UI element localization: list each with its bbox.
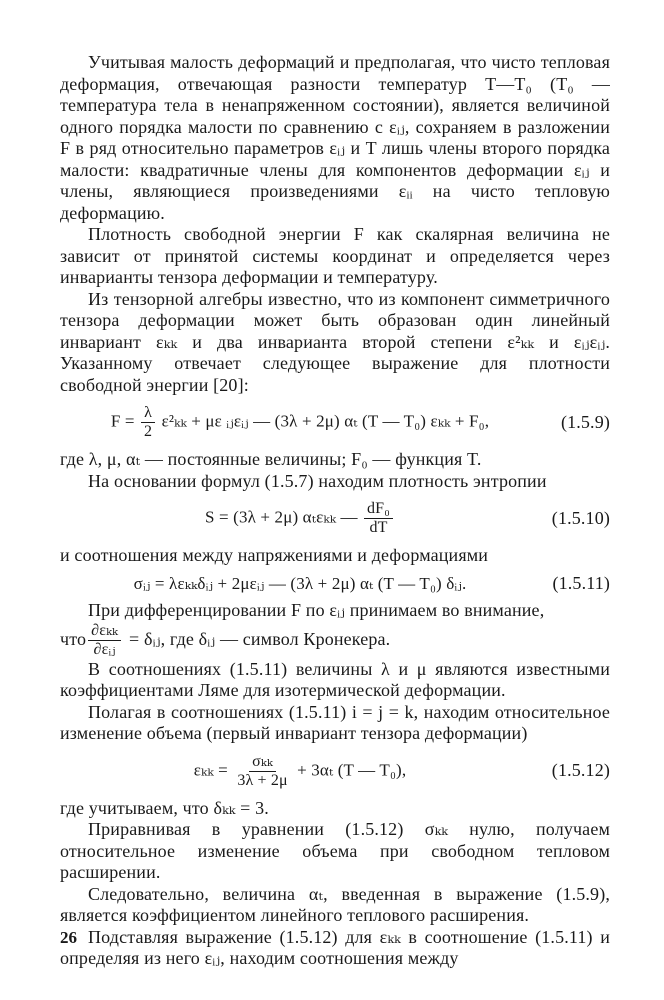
paragraph-2: Плотность свободной энергии F как скалярная величина не зависит от принятой системы координат и определяется через инварианты тензора деформации и температуру. bbox=[60, 224, 610, 287]
eq1510-fraction-numerator: dF₀ bbox=[364, 500, 393, 519]
equation-number-1-5-12: (1.5.12) bbox=[551, 760, 610, 781]
paragraph-5: На основании формул (1.5.7) находим плотность энтропии bbox=[88, 470, 547, 491]
paragraph-13: Подставляя выражение (1.5.12) для εₖₖ в соотношение (1.5.11) и определяя из него εᵢⱼ, находим соотношения между bbox=[60, 926, 610, 968]
paragraph-8: В соотношениях (1.5.11) величины λ и μ являются известными коэффициентами Ляме для изотермической деформации. bbox=[60, 658, 610, 700]
equation-1-5-12-formula bbox=[60, 753, 540, 790]
paragraph-12: Следовательно, величина αₜ, введенная в выражение (1.5.9), является коэффициентом линейного теплового расширения. bbox=[60, 883, 610, 925]
eq1512-lhs: εₖₖ = bbox=[193, 759, 228, 779]
paragraph-10: где учитываем, что δₖₖ = 3. bbox=[60, 797, 269, 818]
paragraph-11: Приравнивая в уравнении (1.5.12) σₖₖ нулю, получаем относительное изменение объема при свободном тепловом расширении. bbox=[60, 819, 610, 882]
equation-1-5-10 bbox=[60, 500, 610, 537]
equation-1-5-10-formula bbox=[60, 500, 540, 537]
paragraph-1: Учитывая малость деформаций и предполагая, что чисто тепловая деформация, отвечающая разности температур T—T₀ (T₀ — температура тела в ненапряженном состоянии), является величиной одного порядка малости по сравнению с εᵢⱼ, сохраняем в разложении F в ряд относительно параметров εᵢⱼ и T лишь члены второго порядка малости: квадратичные члены для компонентов деформации εᵢⱼ и члены, являющиеся произведениями εᵢᵢ на чисто тепловую деформацию. bbox=[60, 52, 610, 223]
paragraph-9: Полагая в соотношениях (1.5.11) i = j = k, находим относительное изменение объема (первый инвариант тензора деформации) bbox=[60, 701, 610, 743]
derivative-numerator: ∂εₖₖ bbox=[88, 622, 121, 641]
paragraph-7: При дифференцировании F по εᵢⱼ принимаем во внимание, bbox=[88, 600, 545, 620]
equation-1-5-9-formula bbox=[60, 404, 540, 441]
derivative-fraction bbox=[88, 622, 121, 659]
equation-number-1-5-9: (1.5.9) bbox=[560, 411, 610, 432]
eq159-fraction-numerator: λ bbox=[141, 404, 155, 423]
equation-1-5-12 bbox=[60, 753, 610, 790]
equation-number-1-5-11: (1.5.11) bbox=[552, 572, 610, 593]
equation-1-5-11-formula: σᵢⱼ = λεₖₖδᵢⱼ + 2μεᵢⱼ — (3λ + 2μ) αₜ (T — T₀) δᵢⱼ. bbox=[133, 573, 467, 593]
eq1510-fraction-denominator: dT bbox=[369, 519, 388, 536]
page-body bbox=[60, 52, 610, 970]
eq1512-fraction-numerator: σₖₖ bbox=[249, 753, 276, 772]
eq1512-fraction bbox=[234, 753, 290, 790]
eq159-fraction-denominator: 2 bbox=[144, 423, 153, 440]
kronecker-line bbox=[60, 622, 610, 659]
kronecker-prefix: что bbox=[60, 629, 87, 650]
kronecker-suffix: = δᵢⱼ, где δᵢⱼ — символ Кронекера. bbox=[129, 629, 391, 650]
eq1510-fraction bbox=[364, 500, 393, 537]
eq159-rhs: ε²ₖₖ + με ᵢⱼεᵢⱼ — (3λ + 2μ) αₜ (T — T₀) εₖₖ + F₀, bbox=[161, 411, 490, 431]
equation-1-5-9 bbox=[60, 404, 610, 441]
eq1512-rhs: + 3αₜ (T — T₀), bbox=[297, 759, 407, 779]
paragraph-3: Из тензорной алгебры известно, что из компонент симметричного тензора деформации может быть образован один линейный инвариант εₖₖ и два инварианта второй степени ε²ₖₖ и εᵢⱼεᵢⱼ. Указанному отвечает следующее выражение для плотности свободной энергии [20]: bbox=[60, 288, 610, 395]
equation-number-1-5-10: (1.5.10) bbox=[551, 507, 610, 528]
eq159-fraction bbox=[141, 404, 155, 441]
paragraph-6: и соотношения между напряжениями и деформациями bbox=[60, 545, 489, 565]
eq1512-fraction-denominator: 3λ + 2μ bbox=[237, 771, 288, 789]
derivative-denominator: ∂εᵢⱼ bbox=[93, 640, 116, 658]
page-number: 26 bbox=[60, 928, 77, 947]
paragraph-4: где λ, μ, αₜ — постоянные величины; F₀ — функция T. bbox=[60, 449, 482, 469]
eq159-lhs: F = bbox=[110, 411, 135, 431]
equation-1-5-11 bbox=[60, 573, 610, 595]
eq1510-lhs: S = (3λ + 2μ) αₜεₖₖ — bbox=[205, 507, 358, 527]
